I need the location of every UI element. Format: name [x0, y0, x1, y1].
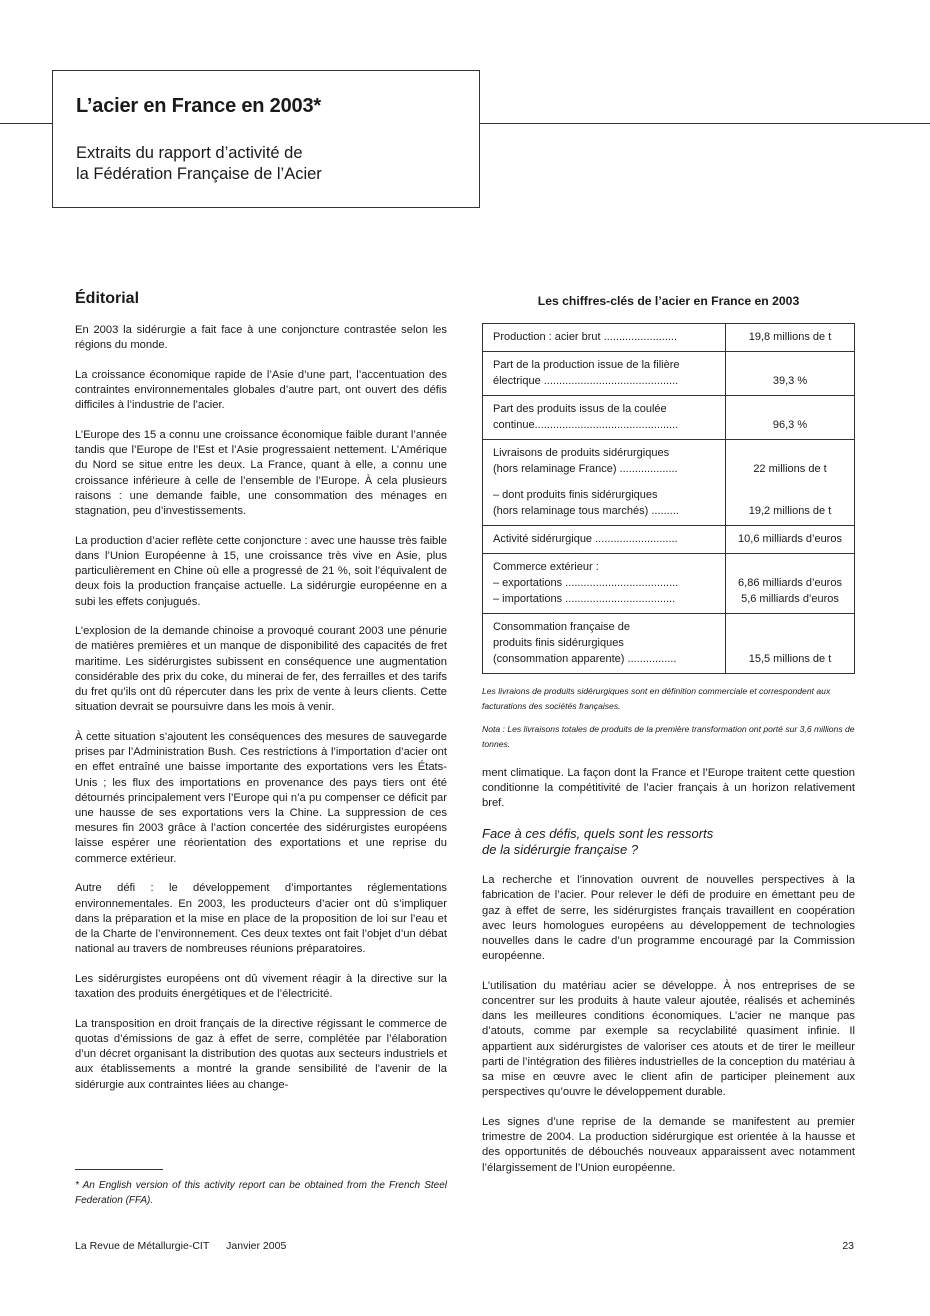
row-label: Part de la production issue de la filière électrique ............................................: [483, 352, 726, 396]
header-rule-right: [480, 123, 930, 124]
editorial-paragraph: L’explosion de la demande chinoise a provoqué courant 2003 une pénurie de matières premières et un manque de disponibilité des capacités de fret maritime. Les sidérurgistes subissent en conséquence une augmentation considérable des prix du coke, du minerai de fer, des ferrailles et des tarifs du fret qu’ils ont dû répercuter dans les prix de vente à leurs clients. Cette situation devrait se poursuivre dans les mois à venir.: [75, 625, 447, 714]
footnote-rule: [75, 1169, 163, 1170]
row-label: Livraisons de produits sidérurgiques (hors relaminage France) ................... – dont produits finis sidérurgiques (hors relaminage tous marchés) .........: [483, 440, 726, 526]
page-title: L’acier en France en 2003*: [76, 95, 321, 117]
row-label: Activité sidérurgique ...........................: [483, 526, 726, 554]
table-note: Les livraions de produits sidérurgiques sont en définition commerciale et correspondent aux facturations des sociétés françaises.: [482, 686, 831, 711]
right-paragraph: Les signes d’une reprise de la demande se manifestent au premier trimestre de 2004. La production sidérurgique est orientée à la hausse et des opportunités de débouchés nouveaux apparaissent avec notamment l’élargissement de l’Union européenne.: [482, 1115, 855, 1174]
editorial-paragraph: Autre défi : le développement d’importantes réglementations environnementales. En 2003, les producteurs d’acier ont dû s’impliquer dans la préparation et la mise en place de la proposition de loi sur l’eau et de la Charte de l’environnement. Ces deux textes ont fait l’objet d’un débat national au travers de nombreuses réunions préparatoires.: [75, 882, 447, 956]
continuation-paragraph: ment climatique. La façon dont la France et l’Europe traitent cette question conditionne la compétitivité de l’acier français à un horizon relativement bref.: [482, 767, 855, 810]
table-row: [483, 614, 855, 674]
page-number: 23: [842, 1240, 854, 1252]
key-figures-table: [482, 323, 855, 674]
row-value: 96,3 %: [726, 396, 855, 440]
table-nota: Nota : Les livraisons totales de produits de la première transformation ont porté sur 3,6 millions de tonnes.: [482, 724, 855, 749]
right-paragraph: L’utilisation du matériau acier se développe. À nos entreprises de se concentrer sur les produits à haute valeur ajoutée, réalisés et acheminés dans les meilleures conditions économiques. L’acier ne manque pas d’atouts, comme par exemple sa recyclabilité quasiment infinie. Il appartient aux sidérurgistes de valoriser ces atouts et de tirer le meilleur parti de l’intégration des filières industrielles de la conception du matériau à sa mise en œuvre avec le client afin de participer pleinement aux perspectives qu’ouvre le développement durable.: [482, 979, 855, 1099]
row-value: 39,3 %: [726, 352, 855, 396]
editorial-paragraph: La transposition en droit français de la directive régissant le commerce de quotas d’émissions de gaz à effet de serre, complétée par l’élaboration d’un décret organisant la distribution des quotas aux secteurs industriels et aux établissements a montré la grande sensibilité de l’avenir de la sidérurgie aux contraintes liées au change-: [75, 1017, 447, 1091]
subtitle-line-2: la Fédération Française de l’Acier: [76, 165, 322, 183]
row-label: Part des produits issus de la coulée continue...............................................: [483, 396, 726, 440]
editorial-paragraph: La production d’acier reflète cette conjoncture : avec une hausse très faible dans l’Union Européenne à 15, une croissance très vive en Asie, plus particulièrement en Chine où elle a progressé de 21 %, soit l’équivalent de deux fois la production française actuelle. La sidérurgie européenne en a subi les effets conjugués.: [75, 534, 447, 608]
editorial-heading: Éditorial: [75, 290, 140, 307]
table-row: [483, 554, 855, 614]
page-subtitle: [76, 143, 322, 185]
page-footer: [75, 1240, 300, 1252]
editorial-column: [75, 290, 447, 1107]
row-label: Consommation française de produits finis sidérurgiques (consommation apparente) ................: [483, 614, 726, 674]
footnote: * An English version of this activity report can be obtained from the French Steel Federation (FFA).: [75, 1180, 447, 1206]
row-label: Production : acier brut ........................: [483, 324, 726, 352]
journal-name: La Revue de Métallurgie-CIT: [75, 1240, 210, 1252]
row-value: 15,5 millions de t: [726, 614, 855, 674]
section-subheading: Face à ces défis, quels sont les ressorts de la sidérurgie française ?: [482, 826, 714, 858]
editorial-paragraph: En 2003 la sidérurgie a fait face à une conjoncture contrastée selon les régions du monde.: [75, 324, 447, 352]
subtitle-line-1: Extraits du rapport d’activité de: [76, 144, 303, 162]
table-row: [483, 526, 855, 554]
table-row: [483, 440, 855, 526]
right-column: [482, 766, 855, 1190]
editorial-paragraph: À cette situation s’ajoutent les conséquences des mesures de sauvegarde prises par l’Administration Bush. Ces restrictions à l’importation d’acier ont en effet entraîné une baisse importante des exportations vers les États-Unis ; les flux des importations en provenance des pays tiers ont été détournés principalement vers l’Europe qui n’a pu compenser ce déficit par une hausse de ses exportations vers la Chine. La suppression de ces mesures fin 2003 grâce à l’action concertée des sidérurgistes européens laisse espérer une réorientation des exportations et une reprise du commerce extérieur.: [75, 730, 447, 865]
row-value: 10,6 milliards d’euros: [726, 526, 855, 554]
header-rule-left: [0, 123, 52, 124]
table-row: [483, 352, 855, 396]
editorial-paragraph: La croissance économique rapide de l’Asie d’une part, l’accentuation des contraintes environnementales globales d’autre part, ont ouvert des défis difficiles à l’industrie de l’acier.: [75, 368, 447, 412]
key-figures-title: Les chiffres-clés de l’acier en France en 2003: [537, 294, 800, 308]
table-row: [483, 396, 855, 440]
issue-date: Janvier 2005: [226, 1240, 287, 1252]
title-box: [52, 70, 480, 208]
editorial-paragraph: L’Europe des 15 a connu une croissance économique faible durant l’année tandis que l’Europe de l’Est et l’Asie progressaient nettement. L’Amérique du Nord se situe entre les deux. La France, quant à elle, a connu une croissance inférieure à celle de l’ensemble de l’Europe. À cela plusieurs raisons : une demande faible, une consommation des ménages en stagnation, peu d’investissements.: [75, 429, 447, 518]
editorial-paragraph: Les sidérurgistes européens ont dû vivement réagir à la directive sur la taxation des produits énergétiques et de l’électricité.: [75, 972, 447, 1001]
row-value: 22 millions de t 19,2 millions de t: [726, 440, 855, 526]
row-value: 6,86 milliards d’euros 5,6 milliards d’euros: [726, 554, 855, 614]
row-value: 19,8 millions de t: [726, 324, 855, 352]
row-label: Commerce extérieur : – exportations ..................................... – importations ....................................: [483, 554, 726, 614]
right-paragraph: La recherche et l’innovation ouvrent de nouvelles perspectives à la fabrication de l’acier. Pour relever le défi de produire en émettant peu de gaz à effet de serre, les sidérurgistes français travaillent en coopération avec leurs homologues européens au développement de technologies nouvelles dans le cadre d’un programme encouragé par la Commission européenne.: [482, 874, 855, 963]
table-row: [483, 324, 855, 352]
